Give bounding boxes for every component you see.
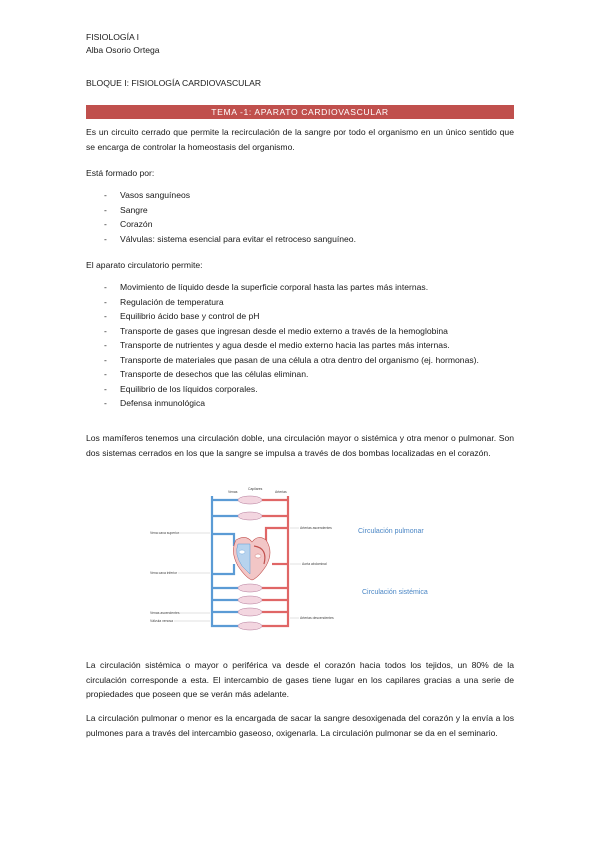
list-item: - Válvulas: sistema esencial para evitar el retroceso sanguíneo. xyxy=(86,232,514,247)
diagram-label-arterias-ascendentes: Arterias ascendentes xyxy=(300,526,332,530)
list-item: - Equilibrio ácido base y control de pH xyxy=(86,309,514,324)
formed-by-lead: Está formado por: xyxy=(86,168,155,178)
formed-by-list xyxy=(86,188,514,246)
pulmonary-circulation-label: Circulación pulmonar xyxy=(358,528,424,535)
diagram-label-venas: Venas xyxy=(228,490,238,494)
circulation-diagram xyxy=(150,486,450,634)
pulmonary-paragraph: La circulación pulmonar o menor es la encargada de sacar la sangre desoxigenada del corazón y la envía a los pulmones para a través del intercambio gaseoso, oxigenarla. La circulación pulmonar se da en el seminario. xyxy=(86,713,514,738)
list-item: - Transporte de gases que ingresan desde el medio externo a través de la hemoglobina xyxy=(86,324,514,339)
list-item: - Transporte de materiales que pasan de una célula a otra dentro del organismo (ej. hormonas). xyxy=(86,353,514,368)
author-name: Alba Osorio Ortega xyxy=(86,45,160,55)
diagram-label-valvula-venosa: Válvula venosa xyxy=(150,619,173,623)
list-item: - Defensa inmunológica xyxy=(86,396,514,411)
systemic-circulation-label: Circulación sistémica xyxy=(362,589,428,596)
diagram-label-vena-cava-inferior: Vena cava inferior xyxy=(150,571,178,575)
list-item: - Vasos sanguíneos xyxy=(86,188,514,203)
diagram-label-arterias: Arterias xyxy=(275,490,287,494)
circulation-diagram-svg xyxy=(150,486,450,634)
diagram-label-aorta-abdominal: Aorta abdominal xyxy=(302,562,327,566)
list-item: - Corazón xyxy=(86,217,514,232)
systemic-paragraph: La circulación sistémica o mayor o periférica va desde el corazón hacia todos los tejidos, un 80% de la circulación corresponde a esta. El intercambio de gases tiene lugar en los capilares gracias a una serie de propiedades que poseen que se verán más adelante. xyxy=(86,660,514,699)
allows-list xyxy=(86,280,514,411)
list-item: - Movimiento de líquido desde la superficie corporal hasta las partes más internas. xyxy=(86,280,514,295)
list-item: - Equilibrio de los líquidos corporales. xyxy=(86,382,514,397)
list-item: - Transporte de desechos que las células eliminan. xyxy=(86,367,514,382)
list-item: - Transporte de nutrientes y agua desde el medio externo hacia las partes más internas. xyxy=(86,338,514,353)
diagram-label-capilares: Capilares xyxy=(248,487,263,491)
allows-lead: El aparato circulatorio permite: xyxy=(86,260,203,270)
intro-paragraph: Es un circuito cerrado que permite la recirculación de la sangre por todo el organismo en un único sentido que se encarga de controlar la homeostasis del organismo. xyxy=(86,127,514,152)
mammals-paragraph: Los mamíferos tenemos una circulación doble, una circulación mayor o sistémica y otra menor o pulmonar. Son dos sistemas cerrados en los que la sangre se impulsa a través de dos bombas localizadas en el corazón. xyxy=(86,433,514,458)
diagram-label-vena-cava-superior: Vena cava superior xyxy=(150,531,180,535)
list-item: - Sangre xyxy=(86,203,514,218)
section-title-bar: TEMA -1: APARATO CARDIOVASCULAR xyxy=(86,105,514,119)
course-name: FISIOLOGÍA I xyxy=(86,32,140,42)
block-heading: BLOQUE I: FISIOLOGÍA CARDIOVASCULAR xyxy=(86,78,262,88)
heart-icon xyxy=(233,537,270,580)
list-item: - Regulación de temperatura xyxy=(86,295,514,310)
diagram-label-venas-ascendentes: Venas ascendentes xyxy=(150,611,180,615)
diagram-label-arterias-descendentes: Arterias descendentes xyxy=(300,616,334,620)
